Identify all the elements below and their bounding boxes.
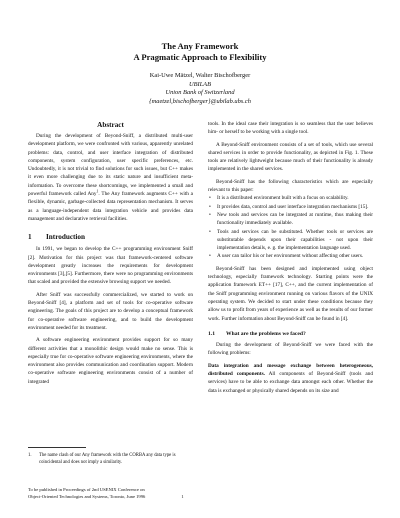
publication-line-2: [28, 493, 198, 500]
bullet-icon: •: [209, 211, 211, 218]
publication-venue: Object-Oriented Technologies and Systems, Toronto, June 1996: [28, 494, 146, 500]
intro-paragraph-1: In 1991, we began to develop the C++ programming environment Sniff [2]. Motivation for this project was that framework-centered software development greatly increases the requirements for development environments [3],[5]. Furthermore, there were no programming environments that scaled and provided the extensive browsing support we needed.: [28, 246, 193, 286]
right-column: [208, 120, 373, 395]
author-names: Kai-Uwe Mätzel, Walter Bischofberger: [149, 72, 251, 79]
list-item: [208, 194, 373, 202]
bullet-icon: •: [209, 195, 211, 202]
footnote-marker: 1: [96, 189, 99, 194]
bullet-icon: •: [209, 203, 211, 210]
author-organization: UBILAB: [188, 80, 211, 88]
list-item: [208, 228, 373, 253]
intro-paragraph-2: After Sniff was successfully commercialized, we started to work on Beyond-Sniff [4], a platform and set of tools for co-operative software engineering. The goals of this project are to develop a conceptual framework for co-operative software engineering, and to build the development environment needed for its treatment.: [28, 291, 193, 331]
right-paragraph-1: tools. In the ideal case their integration is so seamless that the user believes him- or herself to be working with a single tool.: [208, 121, 373, 136]
subsection-title: What are the problems we faced?: [226, 330, 306, 337]
subsection-number: 1.1: [208, 330, 215, 337]
section-title: Introduction: [46, 233, 86, 242]
problem-heading: Data integration and message exchange between heterogeneous, distributed components.: [208, 362, 373, 378]
intro-paragraph-3: A software engineering environment provides support for so many different activities that a monolithic design would make no sense. This is especially true for co-operative software engineering environments, where the environment also provides communication and coordination support. Modern co-operative software engineering environments consist of a number of integrated: [28, 337, 193, 385]
author-affiliation: Union Bank of Switzerland: [165, 89, 235, 97]
footnote-number: 1.: [28, 453, 32, 458]
paper-subtitle: A Pragmatic Approach to Flexibility: [133, 52, 267, 62]
right-paragraph-3: Beyond-Sniff has the following characteristics which are especially relevant to this paper:: [208, 178, 373, 194]
list-item-text: New tools and services can be integrated at runtime, thus making their functionality immediately available.: [217, 211, 373, 227]
abstract-text-main: During the development of Beyond-Sniff, a distributed multi-user development platform, we were confronted with various, apparently unrelated problems: data, control, and user interface integration of distributed components, system configuration, user specific preferences, etc. Undoubtedly, it is not trivial to find solutions for such issues, but C++ makes it even more challenging due to its static nature and insufficient meta-information. To overcome these shortcomings, we implemented a small and powerful framework called Any: [28, 133, 193, 198]
right-paragraph-4: Beyond-Sniff has been designed and implemented using object technology, especially framework technology. Starting points were the application framework ET++ [17], C++, and the current implementation of the Sniff programming environment running on various flavors of the UNIX operating system. We decided to start under these conditions because they allow us to profit from years of experience as well as the results of our former work. Further information about Beyond-Sniff can be found in [4].: [208, 265, 373, 322]
right-paragraph-2: A Beyond-Sniff environment consists of a set of tools, which use several shared services in order to provide functionality, as depicted in Fig. 1. These tools are relatively lightweight because much of their functionality is already implemented in the shared services.: [208, 141, 373, 173]
characteristics-list: [208, 194, 373, 260]
list-item-text: A user can tailor his or her environment without affecting other users.: [217, 253, 364, 260]
bullet-icon: •: [209, 228, 211, 235]
footnote-divider: [28, 447, 86, 448]
footnote-text: The name clash of our Any framework with the CORBA any data type is coincidental and does not imply a similarity.: [39, 453, 176, 466]
problem-text: All components of Beyond-Sniff (tools and services) have to be able to exchange data amongst each other. Whether the data is exchanged or physically shared depends on its size and: [208, 371, 374, 394]
abstract-text: [28, 132, 193, 223]
list-item: [208, 211, 373, 228]
right-paragraph-5: During the development of Beyond-Sniff we were faced with the following problems:: [208, 342, 373, 357]
author-email: {maetzel,bischofberger}@ubilab.ubs.ch: [149, 97, 251, 105]
list-item-text: It is a distributed environment built with a focus on scalability.: [217, 195, 349, 202]
section-number: 1: [28, 233, 32, 242]
page-number: 1: [181, 494, 184, 500]
list-item-text: Tools and services can be substituted. Whether tools or services are substitutable depends upon their capabilities - not upon their implementation details, e. g. the implementation language used.: [217, 228, 373, 252]
left-column: [28, 120, 193, 386]
bullet-icon: •: [209, 253, 211, 260]
list-item: [208, 252, 373, 260]
list-item-text: It provides data, control and user interface integration mechanisms [15].: [217, 203, 369, 210]
subsection-heading: [208, 330, 373, 338]
publication-line-1: To be published in Proceedings of 2nd USENIX Conference on: [28, 487, 145, 492]
right-paragraph-6: [208, 362, 373, 395]
abstract-text-rest: . The Any framework augments C++ with a flexible, dynamic, garbage-collected data representation mechanism. It serves as a language-independent data integration vehicle and provides data management and declarative retrieval facilities.: [28, 191, 193, 222]
paper-title: The Any Framework: [161, 41, 239, 51]
publication-note: [28, 486, 198, 500]
abstract-heading: Abstract: [97, 121, 124, 129]
section-heading-introduction: [28, 232, 193, 242]
footnote: [28, 452, 193, 466]
list-item: [208, 203, 373, 211]
